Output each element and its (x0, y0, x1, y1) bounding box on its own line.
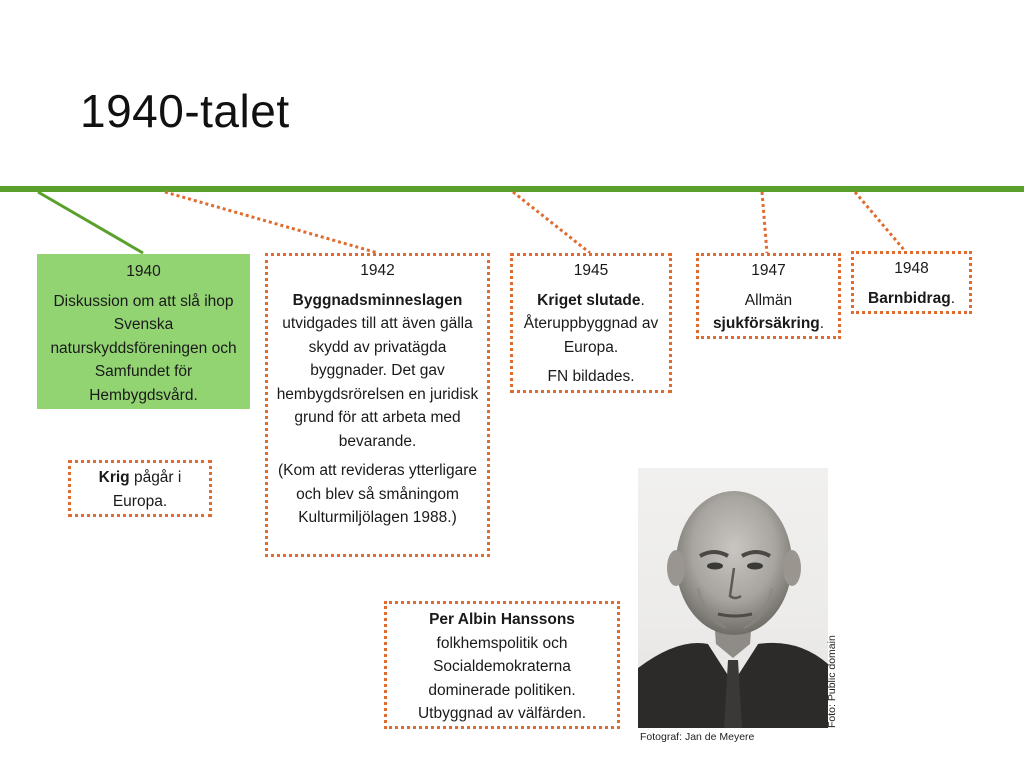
connector-1945 (513, 192, 590, 253)
photo-credit: Foto: Public domain (826, 635, 838, 728)
page-title: 1940-talet (80, 85, 290, 137)
event-1948-box (851, 251, 972, 314)
event-year: 1942 (360, 262, 395, 279)
event-1942-box (265, 253, 490, 557)
event-1945-box (510, 253, 672, 393)
connector-1947 (762, 192, 767, 253)
event-bold: sjukförsäkring (712, 315, 820, 332)
event-year: 1948 (894, 260, 929, 277)
event-year: 1947 (751, 262, 786, 279)
connector-1942 (165, 192, 378, 253)
war-note-bold: Krig (98, 469, 130, 486)
politics-note-bold: Per Albin Hanssons (429, 611, 575, 628)
event-year: 1945 (573, 262, 609, 279)
event-text: Kriget slutade. Återuppbyggnad av Europa. (523, 291, 659, 356)
photo-caption: Fotograf: Jan de Meyere (640, 731, 755, 743)
event-bold: Barnbidrag (868, 289, 951, 307)
portrait-photo (638, 468, 828, 728)
event-extra: FN bildades. (547, 368, 635, 385)
event-year: 1940 (126, 263, 161, 280)
event-1940-box (37, 254, 250, 409)
politics-note-text: folkhemspolitik och Socialdemokraterna dominerade politiken. Utbyggnad av välfärden. (417, 634, 587, 722)
war-note-box (68, 460, 212, 517)
event-1947-box (696, 253, 841, 339)
politics-note-box (384, 601, 620, 729)
connector-1948 (855, 192, 905, 251)
connector-1940 (38, 192, 143, 253)
event-text: Diskussion om att slå ihop Svenska naturskyddsföreningen och Samfundet för Hembygdsvård. (50, 292, 237, 404)
event-text: Allmän sjukförsäkring. (712, 291, 825, 332)
event-bold: Kriget slutade (537, 291, 641, 309)
event-text: Barnbidrag. (868, 289, 955, 307)
event-note: (Kom att revideras ytterligare och blev så småningom Kulturmiljölagen 1988.) (278, 462, 477, 526)
war-note-text: Krig pågår i Europa. (98, 469, 182, 510)
event-bold: Byggnadsminneslagen (292, 291, 463, 309)
event-text: Byggnadsminneslagen utvidgades till att även gälla skydd av privatägda byggnader. Det gav hembygdsrörelsen en juridisk grund för att arbeta med bevarande. (276, 291, 479, 450)
